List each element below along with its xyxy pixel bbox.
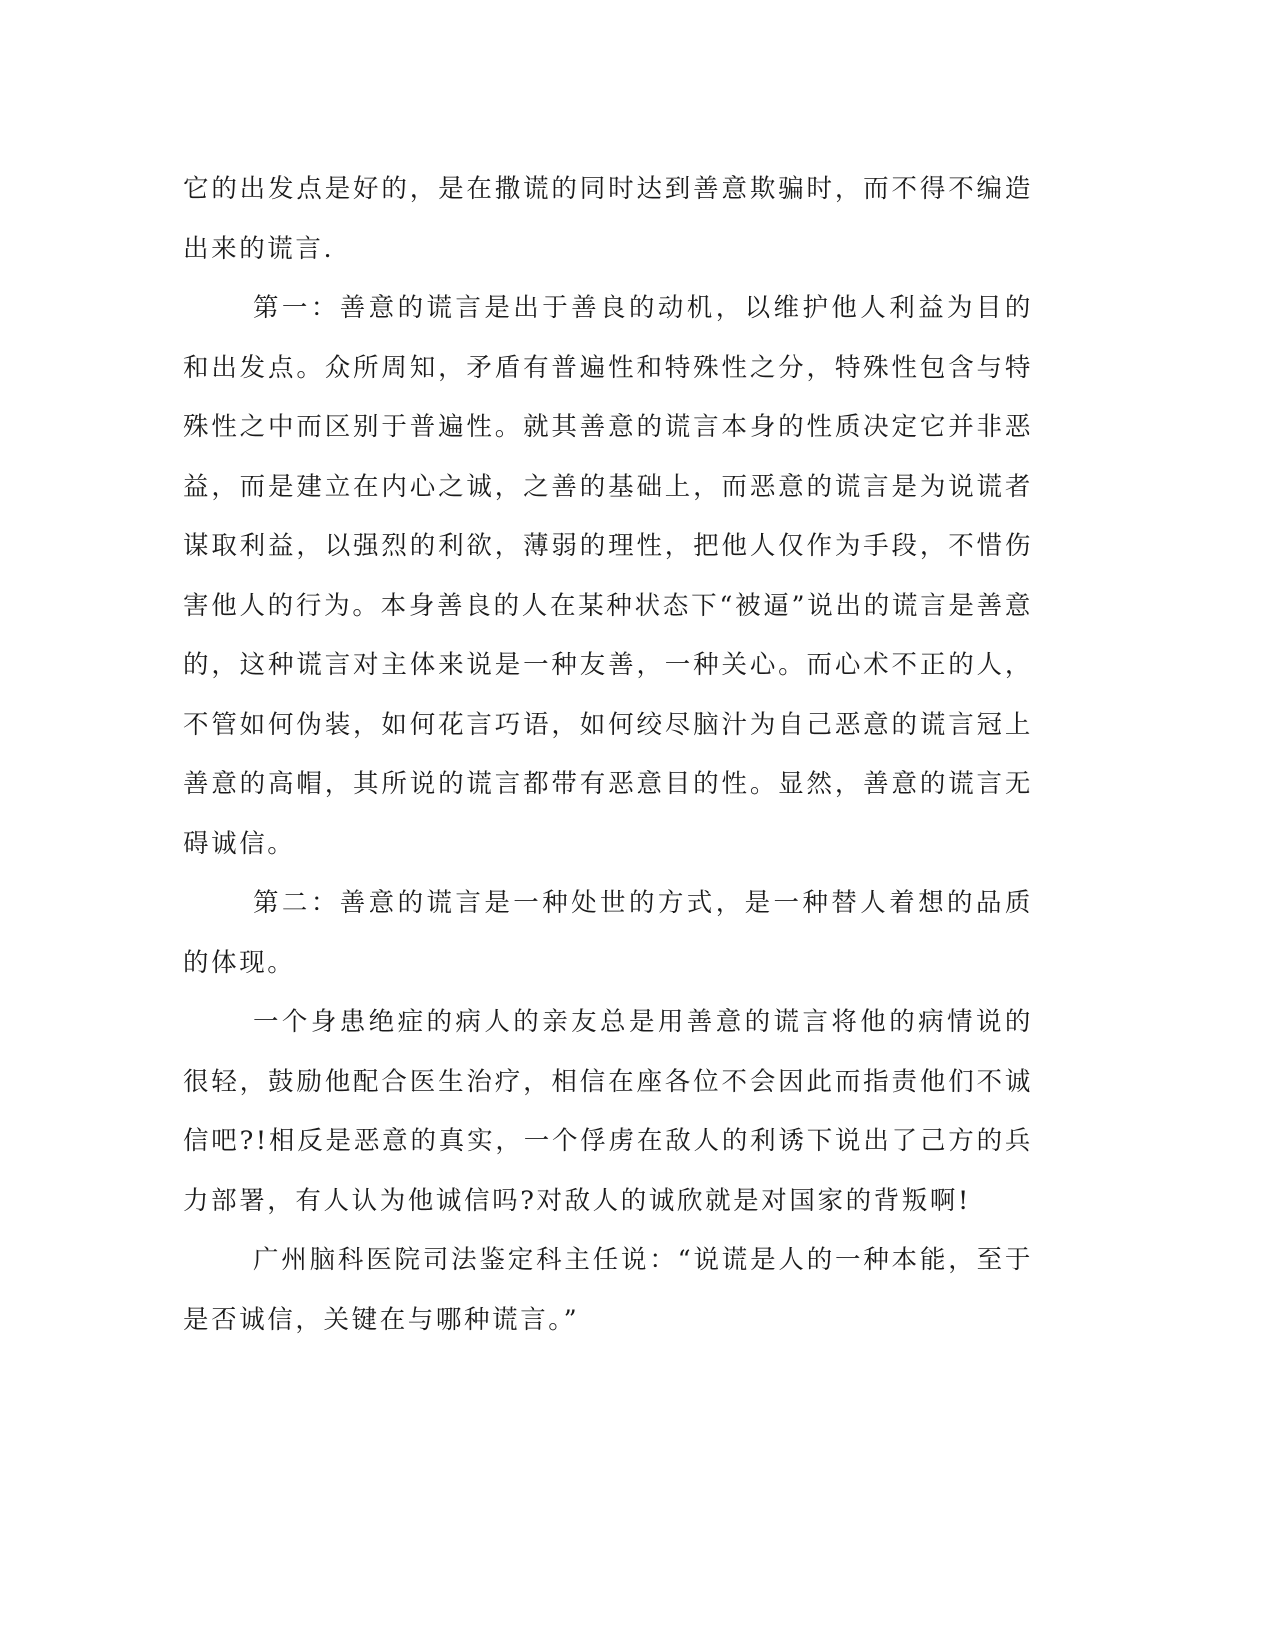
paragraph-point-one: 第一：善意的谎言是出于善良的动机，以维护他人利益为目的和出发点。众所周知，矛盾有普遍性和特殊性之分，特殊性包含与特殊性之中而区别于普遍性。就其善意的谎言本身的性质决定它并非恶益，而是建立在内心之诚，之善的基础上，而恶意的谎言是为说谎者谋取利益，以强烈的利欲，薄弱的理性，把他人仅作为手段，不惜伤害他人的行为。本身善良的人在某种状态下“被逼”说出的谎言是善意的，这种谎言对主体来说是一种友善，一种关心。而心术不正的人，不管如何伪装，如何花言巧语，如何绞尽脑汁为自己恶意的谎言冠上善意的高帽，其所说的谎言都带有恶意目的性。显然，善意的谎言无碍诚信。 [183,293,1033,859]
paragraph-intro-continuation: 它的出发点是好的，是在撒谎的同时达到善意欺骗时，而不得不编造出来的谎言. [183,174,1033,264]
paragraph-quote: 广州脑科医院司法鉴定科主任说：“说谎是人的一种本能，至于是否诚信，关键在与哪种谎言。” [183,1245,1033,1335]
paragraph-point-two: 第二：善意的谎言是一种处世的方式，是一种替人着想的品质的体现。 [183,888,1033,978]
document-body [183,160,1033,1350]
paragraph-example: 一个身患绝症的病人的亲友总是用善意的谎言将他的病情说的很轻，鼓励他配合医生治疗，相信在座各位不会因此而指责他们不诚信吧?!相反是恶意的真实，一个俘虏在敌人的利诱下说出了己方的兵力部署，有人认为他诚信吗?对敌人的诚欣就是对国家的背叛啊! [183,1007,1033,1216]
